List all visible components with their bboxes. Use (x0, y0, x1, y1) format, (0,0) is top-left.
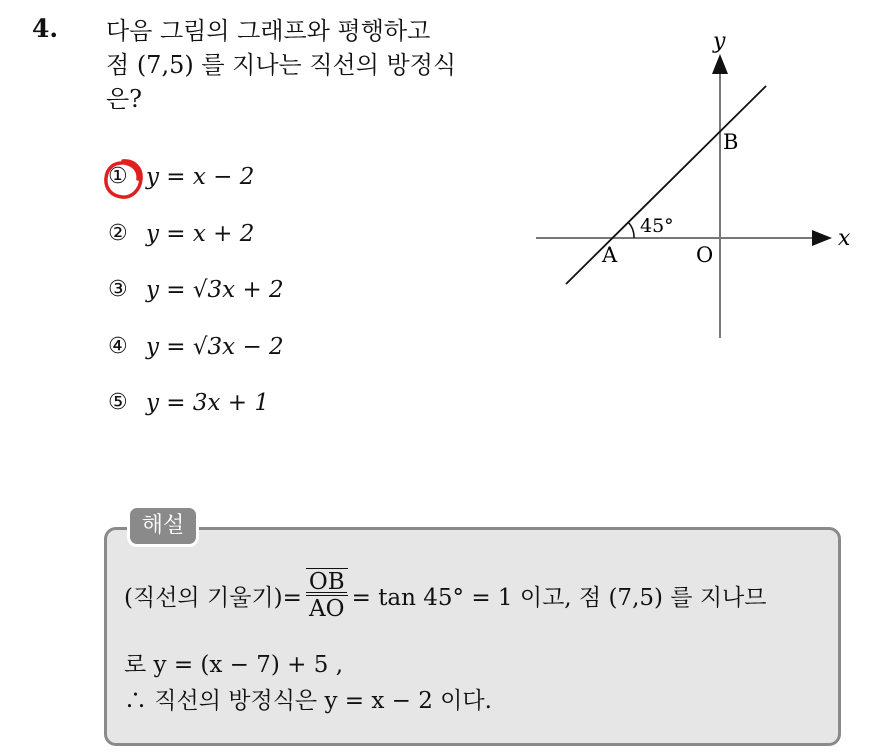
question-line: 은? (106, 85, 143, 113)
angle-label: 45° (640, 215, 674, 237)
coordinate-graph (530, 26, 860, 346)
choice-equation: y = √3x + 2 (146, 277, 284, 303)
choice-equation: y = 3x + 1 (146, 390, 270, 416)
question-line: 점 (7,5) 를 지나는 직선의 방정식 (106, 51, 457, 79)
x-axis-label: x (838, 226, 851, 251)
angle-arc (628, 222, 634, 238)
choice-equation: y = x + 2 (146, 220, 255, 247)
choice-3[interactable] (108, 277, 284, 334)
choice-mark: ③ (108, 277, 128, 302)
solution-line-2: 로 y = (x − 7) + 5 , (124, 652, 344, 678)
fraction-numerator: OB (306, 568, 348, 596)
choice-equation: y = √3x − 2 (146, 333, 284, 360)
solution-line-3: ∴ 직선의 방정식은 y = x − 2 이다. (124, 688, 492, 714)
answer-choices (108, 164, 284, 447)
choice-mark: ① (108, 164, 128, 189)
solution-slope-prefix: (직선의 기울기)= (124, 584, 302, 611)
choice-5[interactable] (108, 390, 284, 447)
question-number: 4. (32, 14, 59, 43)
y-axis-label: y (713, 29, 726, 54)
solution-line-1 (124, 568, 766, 622)
fraction-denominator: AO (306, 596, 347, 622)
solution-fraction (306, 568, 348, 622)
question-line: 다음 그림의 그래프와 평행하고 (106, 17, 431, 45)
choice-equation: y = x − 2 (146, 164, 255, 190)
solution-slope-suffix: = tan 45° = 1 이고, 점 (7,5) 를 지나므 (351, 584, 767, 611)
point-b-label: B (723, 130, 739, 154)
choice-mark: ④ (108, 333, 128, 359)
choice-mark: ⑤ (108, 390, 128, 415)
point-a-label: A (602, 243, 618, 267)
question-text (106, 14, 456, 116)
origin-label: O (696, 243, 714, 267)
choice-2[interactable] (108, 221, 284, 278)
choice-4[interactable] (108, 334, 284, 391)
solution-tab: 해설 (127, 505, 199, 547)
choice-1[interactable] (108, 164, 284, 221)
graph-line (566, 86, 766, 284)
choice-mark: ② (108, 220, 128, 246)
